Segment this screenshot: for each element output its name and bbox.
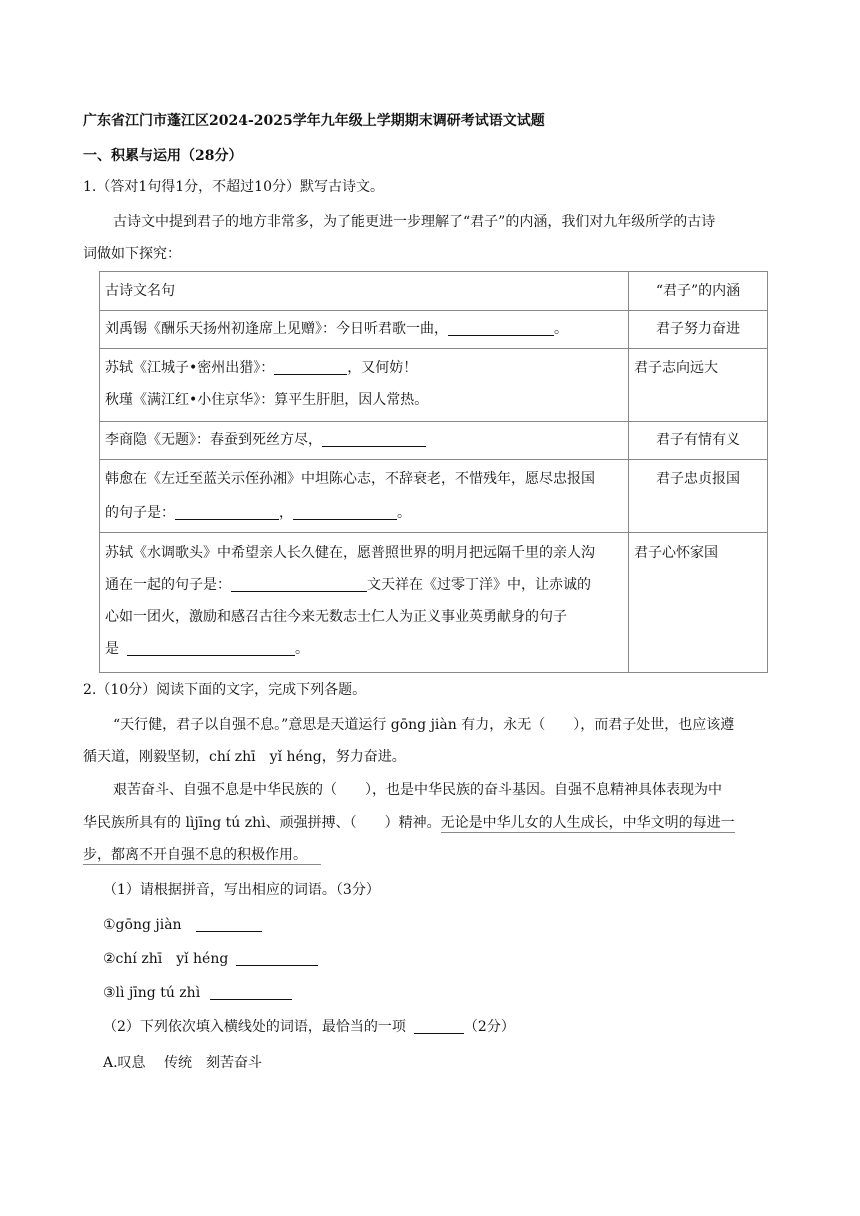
quote-text: 苏轼《水调歌头》中希望亲人长久健在，愿普照世界的明月把远隔千里的亲人沟 [105, 545, 595, 561]
table-row [100, 533, 768, 673]
pinyin-text: ③lì jīng tú zhì [103, 985, 201, 1001]
quote-text: 心如一团火，激励和感召古往今来无数志士仁人为正义事业英勇献身的句子 [105, 609, 567, 625]
table-row [100, 422, 768, 460]
pinyin-item [103, 983, 292, 1003]
quote-text: 李商隐《无题》：春蚕到死丝方尽， [105, 432, 322, 448]
meaning-cell: 君子有情有义 [629, 422, 768, 460]
pinyin-item [103, 949, 318, 969]
table-cell [100, 533, 629, 673]
quote-text: 苏轼《江城子•密州出猎》： [105, 360, 275, 376]
quote-text: ， [279, 505, 293, 521]
quote-text: 秋瑾《满江红•小住京华》：算平生肝胆，因人常热。 [105, 392, 429, 408]
passage-line: “天行健，君子以自强不息。”意思是天道运行 gōng jiàn 有力，永无（ ），而君子处世，也应该遵 [113, 717, 735, 733]
quote-text: 韩愈在《左迁至蓝关示侄孙湘》中坦陈心志，不辞衰老，不惜残年，愿尽忠报国 [105, 471, 595, 487]
table-cell [100, 349, 629, 422]
quote-text: 的句子是： [105, 505, 175, 521]
table-row [100, 311, 768, 349]
table-cell [100, 460, 629, 533]
passage-line: 循天道，刚毅坚韧，chí zhī yǐ héng，努力奋进。 [83, 749, 406, 765]
table-header-row [100, 272, 768, 311]
answer-blank[interactable] [236, 950, 318, 966]
passage-line: 艰苦奋斗、自强不息是中华民族的（ ），也是中华民族的奋斗基因。自强不息精神具体表现为中 [113, 782, 722, 798]
pinyin-item [103, 915, 262, 935]
question-1-heading: 1.（答对1句得1分，不超过10分）默写古诗文。 [83, 179, 384, 195]
answer-blank[interactable] [175, 504, 279, 520]
quote-text: 文天祥在《过零丁洋》中，让赤诚的 [367, 577, 591, 593]
underlined-sentence: 步，都离不开自强不息的积极作用。 [83, 847, 321, 865]
passage-line [83, 813, 735, 833]
quote-text: 通在一起的句子是： [105, 577, 231, 593]
answer-blank[interactable] [322, 431, 426, 447]
table-row [100, 349, 768, 422]
exam-title: 广东省江门市蓬江区2024-2025学年九年级上学期期末调研考试语文试题 [83, 113, 545, 129]
table-cell [100, 422, 629, 460]
table-header-cell: “君子”的内涵 [629, 272, 768, 311]
meaning-cell: 君子努力奋进 [629, 311, 768, 349]
quote-text: ，又何妨！ [347, 360, 418, 376]
answer-blank[interactable] [231, 576, 367, 592]
answer-blank[interactable] [448, 320, 554, 336]
table-header-cell: 古诗文名句 [100, 272, 629, 311]
meaning-cell: 君子忠贞报国 [629, 460, 768, 533]
quote-text: 。 [554, 321, 568, 337]
pinyin-text: ②chí zhī yǐ héng [103, 951, 229, 967]
question-1-intro-cont: 词做如下探究： [83, 246, 181, 262]
answer-blank[interactable] [414, 1018, 464, 1034]
quote-text: 是 [105, 641, 119, 657]
option-a[interactable]: A.叹息 传统 刻苦奋斗 [103, 1055, 263, 1071]
table-cell [100, 311, 629, 349]
sub-question-text: （2分） [463, 1019, 515, 1035]
meaning-cell: 君子心怀家国 [629, 533, 768, 673]
underlined-sentence: 无论是中华儿女的人生成长，中华文明的每进一 [440, 815, 735, 831]
question-1-intro: 古诗文中提到君子的地方非常多，为了能更进一步理解了“君子”的内涵，我们对九年级所学的古诗 [113, 214, 716, 230]
passage-text: 华民族所具有的 lìjīng tú zhì、顽强拼搏、（ ）精神。 [83, 815, 441, 831]
answer-blank[interactable] [196, 916, 262, 932]
poetry-table [99, 271, 768, 673]
sub-question-1: （1）请根据拼音，写出相应的词语。（3分） [103, 882, 380, 898]
table-row [100, 460, 768, 533]
question-2-heading: 2.（10分）阅读下面的文字，完成下列各题。 [83, 682, 367, 698]
meaning-cell: 君子志向远大 [629, 349, 768, 422]
pinyin-text: ①gōng jiàn [103, 917, 182, 933]
answer-blank[interactable] [210, 984, 292, 1000]
answer-blank[interactable] [293, 504, 397, 520]
quote-text: 。 [295, 641, 309, 657]
passage-line [83, 845, 321, 865]
quote-text: 刘禹锡《酬乐天扬州初逢席上见赠》：今日听君歌一曲， [105, 321, 448, 337]
sub-question-text: （2）下列依次填入横线处的词语，最恰当的一项 [103, 1019, 406, 1035]
quote-text: 。 [397, 505, 411, 521]
answer-blank[interactable] [274, 359, 347, 375]
section-heading: 一、积累与运用（28分） [83, 148, 243, 164]
sub-question-2 [103, 1017, 515, 1037]
answer-blank[interactable] [127, 640, 295, 656]
